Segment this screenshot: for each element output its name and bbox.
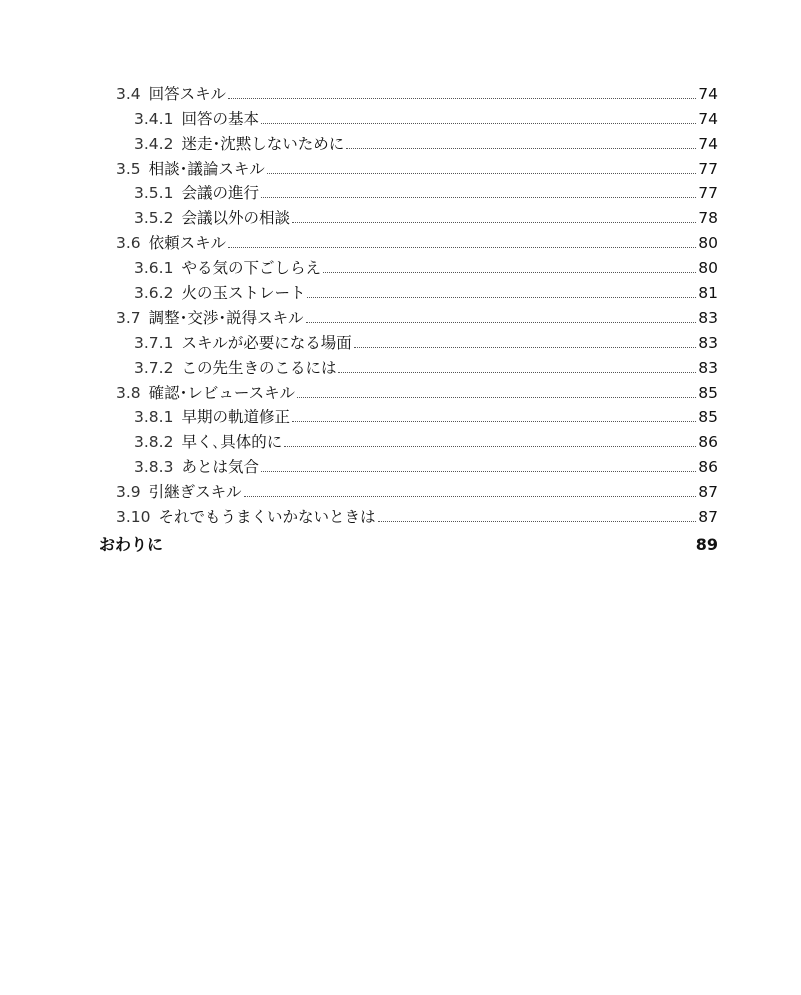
toc-entry[interactable] — [0, 379, 801, 404]
toc-entry-number: 3.8 — [116, 383, 141, 402]
dot-leader — [284, 446, 696, 447]
dot-leader — [261, 471, 696, 472]
toc-entry[interactable] — [0, 155, 801, 180]
dot-leader — [297, 397, 696, 398]
toc-entry[interactable] — [0, 279, 801, 304]
toc-entry-title: 引継ぎスキル — [148, 483, 242, 502]
toc-entry[interactable] — [0, 180, 801, 205]
toc-entry-title: あとは気合 — [181, 458, 259, 477]
toc-entry[interactable] — [0, 404, 801, 429]
toc-entry-page: 87 — [698, 508, 718, 527]
toc-entry-number: 3.6.2 — [134, 284, 174, 303]
toc-entry[interactable] — [0, 304, 801, 329]
toc-entry[interactable] — [0, 428, 801, 453]
toc-entry-title: 会議の進行 — [181, 184, 259, 203]
toc-entry-number: 3.9 — [116, 483, 141, 502]
toc-entry-number: 3.5.1 — [134, 184, 174, 203]
toc-entry-number: 3.8.1 — [134, 408, 174, 427]
dot-leader — [307, 297, 696, 298]
toc-entry[interactable] — [0, 130, 801, 155]
toc-entry-title: 回答スキル — [148, 84, 227, 103]
dot-leader — [261, 197, 696, 198]
toc-entry[interactable] — [0, 229, 801, 254]
toc-entry-number: 3.6.1 — [134, 259, 174, 278]
toc-entry-number: 3.5 — [116, 159, 141, 178]
table-of-contents — [0, 80, 801, 558]
toc-entry-page: 83 — [698, 308, 718, 327]
dot-leader — [244, 496, 697, 497]
toc-entry[interactable] — [0, 254, 801, 279]
dot-leader — [306, 322, 697, 323]
dot-leader — [228, 247, 696, 248]
toc-entry-number: 3.4.2 — [134, 134, 174, 153]
toc-entry-page: 86 — [698, 433, 718, 452]
dot-leader — [292, 421, 696, 422]
toc-entry-page: 77 — [698, 184, 718, 203]
toc-entry-number: 3.7.2 — [134, 358, 174, 377]
toc-entry-page: 80 — [698, 234, 718, 253]
toc-entry-page: 85 — [698, 408, 718, 427]
toc-entry-page: 83 — [698, 333, 718, 352]
dot-leader — [292, 222, 696, 223]
toc-entry-title: 迷走･沈黙しないために — [181, 134, 345, 153]
toc-entry[interactable] — [0, 80, 801, 105]
dot-leader — [261, 123, 696, 124]
toc-entry-title: 依頼スキル — [148, 234, 227, 253]
toc-entry-title: 早く､具体的に — [181, 433, 283, 452]
toc-entry-page: 87 — [698, 483, 718, 502]
toc-entry-page: 83 — [698, 358, 718, 377]
toc-entry[interactable] — [0, 204, 801, 229]
dot-leader — [354, 347, 696, 348]
toc-entry[interactable] — [0, 478, 801, 503]
toc-entry-page: 77 — [698, 159, 718, 178]
toc-chapter-title: おわりに — [99, 535, 164, 555]
toc-entry-title: 早期の軌道修正 — [181, 408, 290, 427]
dot-leader — [323, 272, 696, 273]
toc-entry-number: 3.4 — [116, 84, 141, 103]
toc-entry-page: 81 — [698, 284, 718, 303]
toc-entry-title: この先生きのこるには — [181, 358, 337, 377]
toc-entry-number: 3.5.2 — [134, 209, 174, 228]
toc-entry-title: 回答の基本 — [181, 109, 259, 128]
toc-entry-number: 3.7 — [116, 308, 141, 327]
dot-leader — [346, 148, 696, 149]
toc-entry-page: 74 — [698, 84, 718, 103]
toc-entry-title: それでもうまくいかないときは — [158, 508, 376, 527]
dot-leader — [378, 521, 697, 522]
toc-entry-title: 調整･交渉･説得スキル — [148, 308, 304, 327]
toc-entry-page: 74 — [698, 134, 718, 153]
toc-entry-number: 3.6 — [116, 234, 141, 253]
dot-leader — [228, 98, 696, 99]
dot-leader — [338, 372, 696, 373]
toc-entry-number: 3.7.1 — [134, 333, 174, 352]
toc-entry-page: 74 — [698, 109, 718, 128]
toc-entry[interactable] — [0, 354, 801, 379]
toc-entry-number: 3.10 — [116, 508, 151, 527]
toc-chapter-page: 89 — [695, 535, 718, 555]
toc-entry-number: 3.4.1 — [134, 109, 174, 128]
toc-entry-title: 会議以外の相談 — [181, 209, 290, 228]
toc-entry-title: 火の玉ストレート — [181, 284, 306, 303]
toc-entry-number: 3.8.3 — [134, 458, 174, 477]
toc-entry[interactable] — [0, 453, 801, 478]
toc-entry-page: 78 — [698, 209, 718, 228]
toc-entry-title: やる気の下ごしらえ — [181, 259, 321, 278]
toc-entry-title: 確認･レビュースキル — [148, 383, 295, 402]
dot-leader — [267, 173, 697, 174]
toc-entry[interactable] — [0, 329, 801, 354]
toc-entry-title: 相談･議論スキル — [148, 159, 265, 178]
toc-entry[interactable] — [0, 105, 801, 130]
toc-chapter-entry[interactable] — [0, 528, 801, 558]
toc-entry[interactable] — [0, 503, 801, 528]
toc-entry-title: スキルが必要になる場面 — [181, 333, 352, 352]
toc-entry-page: 85 — [698, 383, 718, 402]
toc-entry-page: 80 — [698, 259, 718, 278]
toc-entry-page: 86 — [698, 458, 718, 477]
toc-entry-number: 3.8.2 — [134, 433, 174, 452]
